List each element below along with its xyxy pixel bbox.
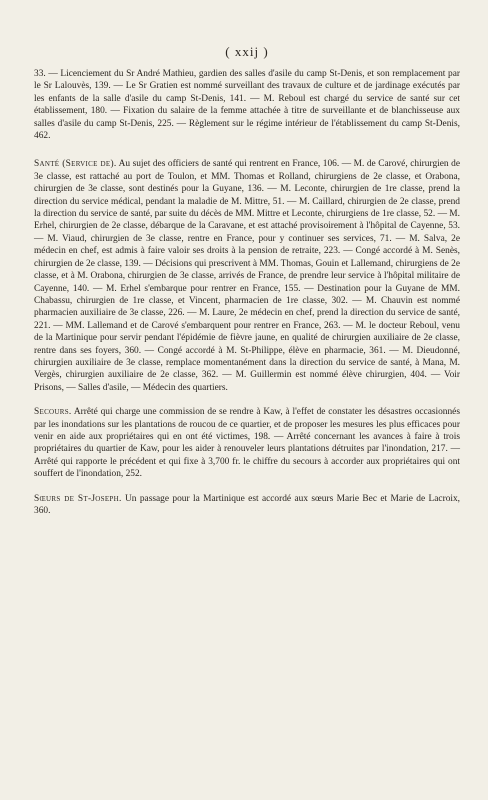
- entry-heading: Sœurs de St-Joseph.: [34, 493, 122, 504]
- page-number: ( xxij ): [225, 44, 269, 59]
- entry-secours: [34, 406, 460, 480]
- entry-paragraph: [34, 406, 460, 480]
- entry-salles-dasile-continued: [34, 68, 460, 142]
- entry-paragraph: [34, 493, 460, 518]
- entry-text: 33. — Licenciement du Sr André Mathieu, gardien des salles d'asile du camp St-Denis, et son remplacement par le Sr Lalouvès, 139. — Le Sr Gratien est nommé surveillant des travaux de culture et de jardinage exécutés par les enfants de la salle d'asile du camp St-Denis, 141. — M. Reboul est chargé du service de santé sur cet établissement, 180. — Fixation du salaire de la femme attachée à titre de surveillante et de blanchisseuse aux salles d'asile du camp St-Denis, 225. — Règlement sur le régime intérieur de l'établissement du camp St-Denis, 462.: [34, 69, 460, 142]
- entry-soeurs-st-joseph: [34, 493, 460, 518]
- entry-heading: Santé (Service de).: [34, 159, 117, 170]
- entry-heading: Secours.: [34, 407, 72, 418]
- entry-text: Au sujet des officiers de santé qui rentrent en France, 106. — M. de Carové, chirurgien de 3e classe, est rattaché au port de Toulon, et MM. Thomas et Rolland, chirurgiens de 2e classe, et Orabona, chirurgien de 3e classe, sont destinés pour la Guyane, 136. — M. Leconte, chirurgien de 1re classe, prend la direction du service médical, pendant la maladie de M. Mittre, 51. — M. Caillard, chirurgien de 2e classe, prend la direction du service de santé, par suite du décès de MM. Mittre et Leconte, chirurgiens de 1re classe, 52. — M. Erhel, chirurgien de 2e classe, débarque de la Caravane, et est attaché provisoirement à l'hôpital de Cayenne, 53. — M. Viaud, chirurgien de 3e classe, rentre en France, pour y continuer ses services, 71. — M. Salva, 2e médecin en chef, est admis à faire valoir ses droits à la pension de retraite, 223. — Congé accordé à M. Senès, chirurgien de 2e classe, 139. — Décisions qui prescrivent à MM. Thomas, Gouin et Lallemand, chirurgiens de 2e classe, et à M. Orabona, chirurgien de 3e classe, arrivés de France, de prendre leur service à l'hôpital militaire de Cayenne, 140. — M. Erhel s'embarque pour rentrer en France, 155. — Destination pour la Guyane de MM. Chabassu, chirurgien de 1re classe, et Vincent, pharmacien de 1re classe, 302. — M. Chauvin est nommé pharmacien auxiliaire de 3e classe, 226. — M. Laure, 2e médecin en chef, prend la direction du service de santé, 221. — MM. Lallemand et de Carové s'embarquent pour rentrer en France, 263. — M. le docteur Reboul, venu de la Martinique pour servir pendant l'épidémie de fièvre jaune, en qualité de chirurgien auxiliaire de 2e classe, rentre dans ses foyers, 360. — Congé accordé à M. St-Philippe, élève en pharmacie, 361. — M. Dieudonné, chirurgien auxiliaire de 3e classe, remplace momentanément dans la direction du service de santé, à Mana, M. Vergès, chirurgien auxiliaire de 2e classe, 362. — M. Guillermin est nommé élève chirurgien, 404. — Voir Prisons, — Salles d'asile, — Médecin des quartiers.: [34, 159, 460, 393]
- entry-text: Un passage pour la Martinique est accordé aux sœurs Marie Bec et Marie de Lacroix, 360.: [34, 493, 461, 516]
- entry-text: Arrêté qui charge une commission de se rendre à Kaw, à l'effet de constater les désastres occasionnés par les inondations sur les plantations de roucou de ce quartier, et de proposer les mesures les plus efficaces pour venir en aide aux propriétaires qui en ont été victimes, 198. — Arrêté concernant les avances à faire à trois propriétaires du quartier de Kaw, pour les aider à renouveler leurs plantations détruites par l'inondation, 217. — Arrêté qui rapporte le précédent et qui fixe à 3,700 fr. le chiffre du secours à accorder aux propriétaires qui ont souffert de l'inondation, 252.: [34, 407, 460, 480]
- entry-sante: [34, 158, 460, 394]
- entry-paragraph: [34, 158, 460, 394]
